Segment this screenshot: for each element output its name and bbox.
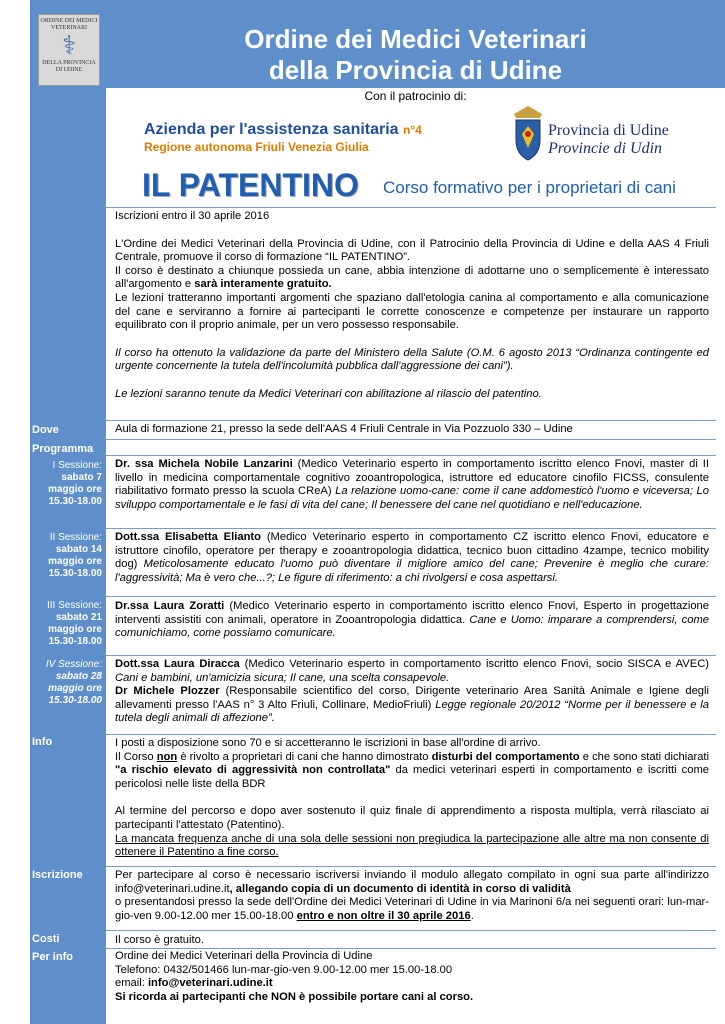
session2-date: II Sessione: sabato 14 maggio ore 15.30-18.00 <box>48 532 102 579</box>
divider <box>106 948 716 949</box>
session2-text: Dott.ssa Elisabetta Elianto (Medico Veterinario esperto in comportamento CZ iscritto elenco Fnovi, educatore e istruttore cinofilo, operatore per therapy e zooantropologia didattica, tecnico buon cittadino 4zampe, tecnico mobility dog) Meticolosamente educato l'uomo può diventare il migliore amico del cane; Prevenire è meglio che curare: l'aggressività; Ma è vero che...?; Le figure di riferimento: a chi rivolgersi e cosa aspettarsi. <box>115 531 709 584</box>
session4-text: Dott.ssa Laura Diracca (Medico Veterinario esperto in comportamento iscritto elenco Fnovi, socio SISCA e AVEC) Cani e bambini, un'amicizia sicura; Il cane, una scelta consapevole. Dr Michele Plozzer (Responsabile scientifico del corso, Dirigente veterinario Area Sanità Animale e Igiene degli allevamenti presso l'AAS n° 3 Alto Friuli, Collinare, MedioFriuli) Legge regionale 20/2012 “Norme per il benessere e la tutela degli animali di affezione”. <box>115 658 710 725</box>
intro-paragraph: Il corso è destinato a chiunque possieda un cane, abbia intenzione di adottarne uno o semplicemente è interessato all'argomento e sarà interamente gratuito. <box>115 264 709 291</box>
email-link[interactable]: info@veterinari.udine.it <box>147 977 273 990</box>
divider <box>106 455 716 456</box>
validation-note: Il corso ha ottenuto la validazione da parte del Ministero della Salute (O.M. 6 agosto 2013 “Ordinanza contingente ed urgente concernente la tutela dell'incolumità pubblica dall'aggressione dei cani”). <box>115 346 709 373</box>
page-title-line1: Ordine dei Medici Veterinari <box>244 24 587 54</box>
divider <box>106 439 716 440</box>
info-section: I posti a disposizione sono 70 e si accetteranno le iscrizioni in base all'ordine di arrivo. Il Corso non è rivolto a proprietari di cani che hanno dimostrato disturbi del comportamento e che sono stati dichiarati "a rischio elevato di aggressività non controllata" da medici veterinari esperti in comportamento e iscritti come pericolosi nelle liste della BDR Al termine del percorso e dopo aver sostenuto il quiz finale di apprendimento a risposta multipla, verrà rilasciato ai partecipanti l'attestato (Patentino). La mancata frequenza anche di una sola delle sessioni non pregiudica la partecipazione alle altre ma non consente di ottenere il Patentino a fine corso. <box>115 737 710 859</box>
programma-label: Programma <box>32 443 94 455</box>
intro-section <box>115 210 709 402</box>
divider <box>106 734 716 735</box>
course-subtitle: Corso formativo per i proprietari di cani <box>383 178 676 197</box>
perinfo-label: Per info <box>32 951 73 963</box>
intro-paragraph: L'Ordine dei Medici Veterinari della Provincia di Udine, con il Patrocinio della Provincia di Udine e della AAS 4 Friuli Centrale, promuove il corso di formazione “IL PATENTINO”. <box>115 237 709 264</box>
dove-label: Dove <box>32 424 59 436</box>
asl-name: Azienda per l'assistenza sanitaria <box>144 121 399 138</box>
session1-date: I Sessione: sabato 7 maggio ore 15.30-18.00 <box>48 460 102 507</box>
intro-paragraph: Le lezioni tratteranno importanti argomenti che spaziano dall'etologia canina al comportamento e alla comunicazione del cane e serviranno a fornire ai partecipanti le corrette conoscenze e competenze per instaurare un rapporto equilibrato con il proprio animale, per un vero possesso responsabile. <box>115 291 709 332</box>
divider <box>106 866 716 867</box>
divider <box>106 596 716 597</box>
divider <box>106 207 716 208</box>
patronage-label: Con il patrocinio di: <box>364 89 467 103</box>
asl-logo <box>144 121 422 154</box>
caduceus-icon: ⚕ <box>61 31 77 60</box>
provincia-crest-icon <box>510 104 546 162</box>
divider <box>106 655 716 656</box>
session4-date: IV Sessione: sabato 28 maggio ore 15.30-18.00 <box>45 659 102 706</box>
teachers-note: Le lezioni saranno tenute da Medici Veterinari con abilitazione al rilascio del patentino. <box>115 387 542 400</box>
course-title: IL PATENTINO <box>142 167 359 203</box>
provincia-logo: Provincia di Udine Provincie di Udin <box>548 122 669 157</box>
divider <box>106 930 716 931</box>
divider <box>106 528 716 529</box>
order-logo: ORDINE DEI MEDICI VETERINARI ⚕ DELLA PROVINCIA DI UDINE <box>38 14 100 86</box>
iscrizione-label: Iscrizione <box>32 869 83 881</box>
dove-text: Aula di formazione 21, presso la sede dell'AAS 4 Friuli Centrale in Via Pozzuolo 330 – Udine <box>115 423 573 435</box>
costi-text: Il corso è gratuito. <box>115 934 204 946</box>
asl-number: n°4 <box>403 123 422 137</box>
page-title-line2: della Provincia di Udine <box>268 55 563 85</box>
deadline-text: Iscrizioni entro il 30 aprile 2016 <box>115 210 270 222</box>
session3-text: Dr.ssa Laura Zoratti (Medico Veterinario esperto in comportamento iscritto elenco Fnovi, Esperto in progettazione interventi assistiti con animali, operatore in Zooantropologia didattica. Cane e Uomo: imparare a comprendersi, come comunichiamo, come possiamo comunicare. <box>115 600 710 640</box>
session1-text: Dr. ssa Michela Nobile Lanzarini (Medico Veterinario esperto in comportamento iscritto elenco Fnovi, master di II livello in medicina comportamentale cognitivo zooantropologica, istruttore ed educatore cinofilo FICSS, consulente riabilitativo formato presso la scuola CReA) La relazione uomo-cane: come il cane addomesticò l'uomo e viceversa; Lo sviluppo comportamentale e le fasi di vita del cane; Il benessere del cane nel quotidiano e nell'educazione. <box>115 458 709 511</box>
costi-label: Costi <box>32 933 60 945</box>
iscrizione-section: Per partecipare al corso è necessario iscriversi inviando il modulo allegato compilato in ogni sua parte all'indirizzo info@veterinari.udine.it, allegando copia di un documento di identità in corso di validità o presentandosi presso la sede dell'Ordine dei Medici Veterinari di Udine in via Marinoni 6/a nei seguenti orari: lun-mar-gio-ven 9.00-12.00 mer 15.00-18.00 entro e non oltre il 30 aprile 2016. <box>115 869 709 922</box>
header <box>0 0 725 88</box>
asl-region: Regione autonoma Friuli Venezia Giulia <box>144 140 369 154</box>
divider <box>106 420 716 421</box>
perinfo-section: Ordine dei Medici Veterinari della Provincia di Udine Telefono: 0432/501466 lun-mar-gio-ven 9.00-12.00 mer 15.00-18.00 email: info@veterinari.udine.it Si ricorda ai partecipanti che NON è possibile portare cani al corso. <box>115 950 474 1003</box>
session3-date: III Sessione: sabato 21 maggio ore 15.30-18.00 <box>46 600 102 647</box>
info-label: Info <box>32 736 53 748</box>
